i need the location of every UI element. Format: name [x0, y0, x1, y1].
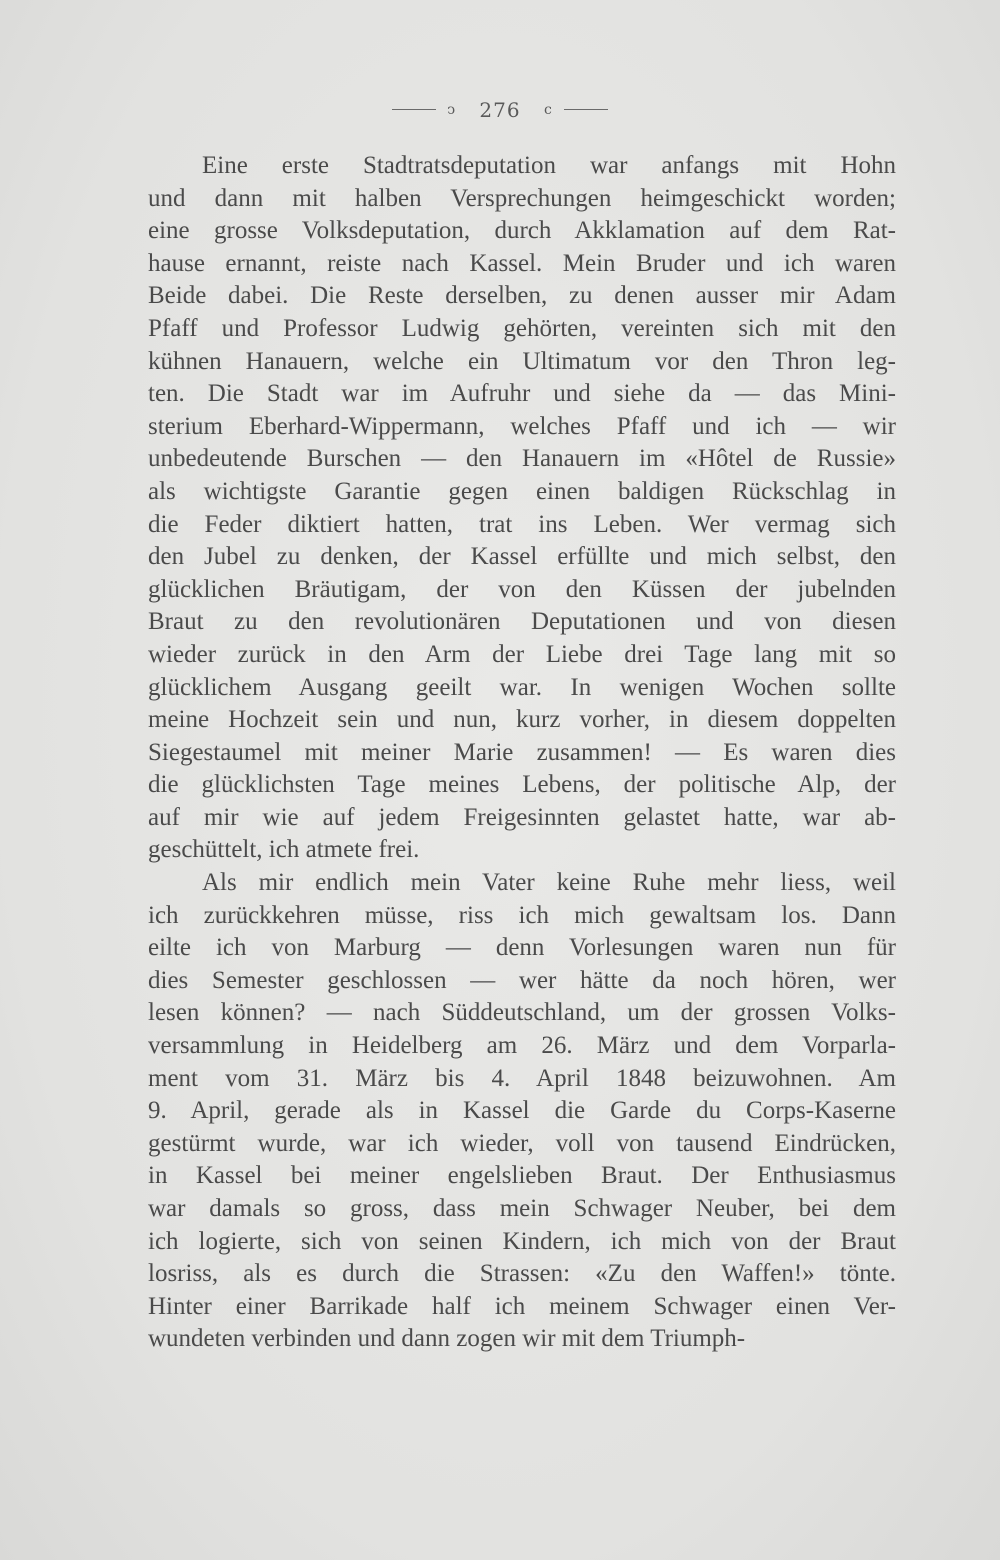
text-line: dies Semester geschlossen — wer hätte da noch hören, wer	[148, 966, 896, 994]
text-line: Braut zu den revolutionären Deputationen und von diesen	[148, 608, 896, 636]
text-line: ten. Die Stadt war im Aufruhr und siehe da — das Mini-	[148, 380, 896, 408]
text-line: sterium Eberhard-Wippermann, welches Pfaff und ich — wir	[148, 412, 896, 440]
text-line: eilte ich von Marburg — denn Vorlesungen waren nun für	[148, 934, 896, 962]
text-line: Beide dabei. Die Reste derselben, zu denen ausser mir Adam	[148, 282, 896, 310]
text-line: Pfaff und Professor Ludwig gehörten, vereinten sich mit den	[148, 314, 896, 342]
text-line: Siegestaumel mit meiner Marie zusammen! — Es waren dies	[148, 738, 896, 766]
paragraph	[148, 867, 896, 1356]
text-line: glücklichem Ausgang geeilt war. In wenigen Wochen sollte	[148, 673, 896, 701]
text-line: meine Hochzeit sein und nun, kurz vorher, in diesem doppelten	[148, 706, 896, 734]
body-text	[148, 150, 896, 1356]
header-rule-left	[392, 109, 436, 110]
text-line: hause ernannt, reiste nach Kassel. Mein Bruder und ich waren	[148, 249, 896, 277]
page-number: 276	[479, 97, 521, 122]
paragraph	[148, 150, 896, 867]
text-line: ich logierte, sich von seinen Kindern, ich mich von der Braut	[148, 1227, 896, 1255]
page-header	[0, 96, 1000, 122]
text-line: die Feder diktiert hatten, trat ins Leben. Wer vermag sich	[148, 510, 896, 538]
text-line: in Kassel bei meiner engelslieben Braut. Der Enthusiasmus	[148, 1162, 896, 1190]
text-line: glücklichen Bräutigam, der von den Küssen der jubelnden	[148, 575, 896, 603]
text-line: Als mir endlich mein Vater keine Ruhe mehr liess, weil	[202, 869, 896, 897]
text-line: lesen können? — nach Süddeutschland, um der grossen Volks-	[148, 999, 896, 1027]
text-line: eine grosse Volksdeputation, durch Akklamation auf dem Rat-	[148, 217, 896, 245]
text-line: unbedeutende Burschen — den Hanauern im «Hôtel de Russie»	[148, 445, 896, 473]
text-line: und dann mit halben Versprechungen heimgeschickt worden;	[148, 184, 896, 212]
text-line: war damals so gross, dass mein Schwager Neuber, bei dem	[148, 1195, 896, 1222]
text-line: 9. April, gerade als in Kassel die Garde du Corps-Kaserne	[148, 1097, 896, 1125]
text-line: als wichtigste Garantie gegen einen baldigen Rückschlag in	[148, 477, 896, 505]
text-line: Eine erste Stadtratsdeputation war anfangs mit Hohn	[202, 152, 896, 179]
text-line: ich zurückkehren müsse, riss ich mich gewaltsam los. Dann	[148, 901, 896, 929]
text-line: kühnen Hanauern, welche ein Ultimatum vor den Thron leg-	[148, 347, 896, 375]
text-line: versammlung in Heidelberg am 26. März und dem Vorparla-	[148, 1032, 896, 1060]
header-ornament-right: c	[543, 101, 553, 118]
text-line: die glücklichsten Tage meines Lebens, der politische Alp, der	[148, 771, 896, 799]
header-rule-right	[564, 109, 608, 110]
text-line: ment vom 31. März bis 4. April 1848 beizuwohnen. Am	[148, 1064, 896, 1092]
text-line: wieder zurück in den Arm der Liebe drei Tage lang mit so	[148, 640, 896, 668]
text-line: Hinter einer Barrikade half ich meinem Schwager einen Ver-	[148, 1292, 896, 1320]
header-ornament-left: ↄ	[447, 101, 457, 118]
text-line: auf mir wie auf jedem Freigesinnten gelastet hatte, war ab-	[148, 803, 896, 831]
text-line: gestürmt wurde, war ich wieder, voll von tausend Eindrücken,	[148, 1129, 896, 1157]
text-line: wundeten verbinden und dann zogen wir mit dem Triumph-	[148, 1325, 746, 1353]
text-line: geschüttelt, ich atmete frei.	[148, 836, 420, 864]
text-line: losriss, als es durch die Strassen: «Zu den Waffen!» tönte.	[148, 1260, 896, 1288]
text-line: den Jubel zu denken, der Kassel erfüllte und mich selbst, den	[148, 543, 896, 571]
